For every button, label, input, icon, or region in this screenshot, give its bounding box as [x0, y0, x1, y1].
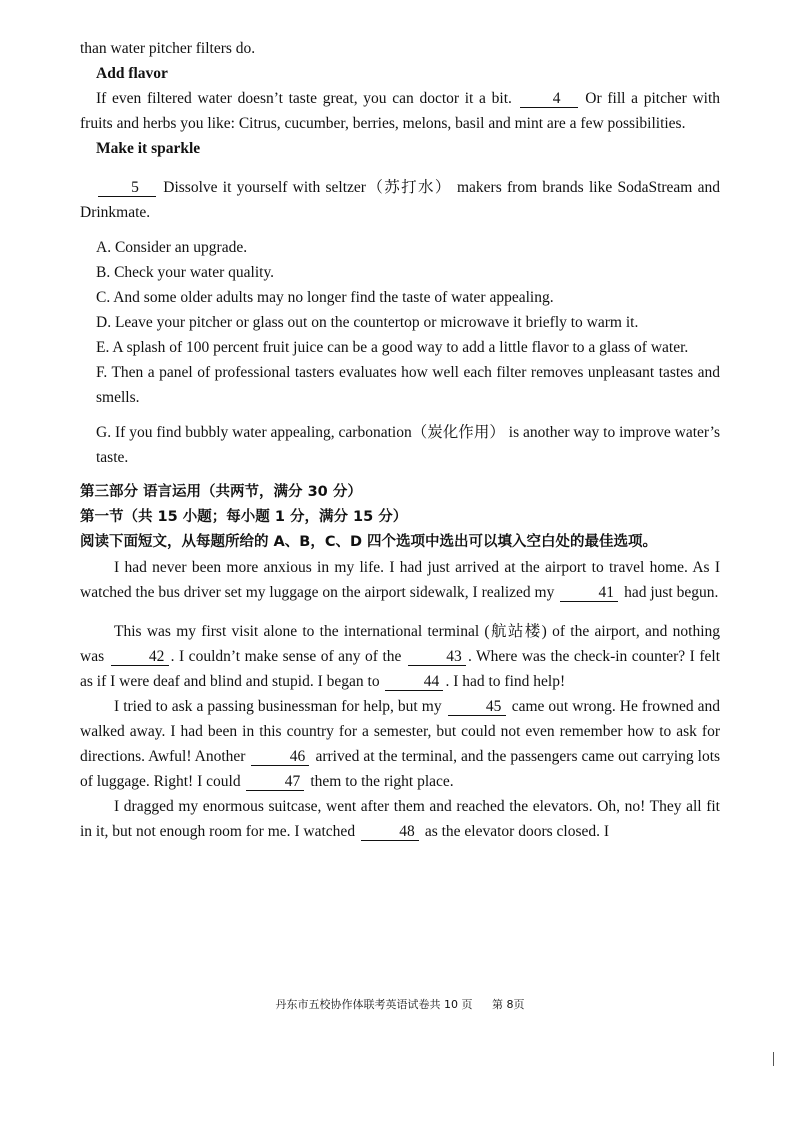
- passage-text: . I had to find help!: [445, 673, 566, 690]
- lead-line: than water pitcher filters do.: [80, 40, 256, 57]
- passage-text: . I couldn’t make sense of any of the: [170, 648, 402, 665]
- passage-paragraph-1: [80, 555, 720, 605]
- passage-text: . Where was the check-in counter? I felt as if I were deaf and blind and stupid. I began to: [80, 648, 720, 690]
- passage-paragraph-2: [80, 619, 720, 694]
- section-one-title: 第一节（共 15 小题；每小题 1 分，满分 15 分）: [80, 509, 408, 525]
- passage-text: I tried to ask a passing businessman for help, but my: [114, 698, 442, 715]
- flavor-text-2: Or fill a pitcher with fruits and herbs you like: Citrus, cucumber, berries, melons, basil and mint are a few possibilities.: [80, 90, 721, 132]
- page-footer: [0, 992, 800, 1017]
- heading-make-it-sparkle: Make it sparkle: [96, 140, 201, 157]
- passage-text: came out wrong. He frowned and walked away. I had been in this country for a semester, but could not even remember how to ask for directions. Awful! Another: [80, 698, 720, 765]
- passage-text: them to the right place.: [310, 773, 454, 790]
- passage-text: as the elevator doors closed. I: [424, 823, 610, 840]
- page-number: 第 8页: [492, 998, 525, 1011]
- section-instruction: 阅读下面短文，从每题所给的 A、B，C、D 四个选项中选出可以填入空白处的最佳选项。: [80, 534, 658, 550]
- page-content: [80, 36, 720, 844]
- blank-41: 41: [560, 584, 618, 602]
- passage-text: I dragged my enormous suitcase, went after them and reached the elevators. Oh, no! They all fit in it, but not enough room for me. I watched: [80, 798, 720, 840]
- blank-46: 46: [251, 748, 309, 766]
- exam-label: 丹东市五校协作体联考英语试卷共 10 页: [275, 998, 473, 1011]
- blank-43: 43: [408, 648, 466, 666]
- option-a: A. Consider an upgrade.: [96, 239, 248, 256]
- passage-paragraph-3: [80, 694, 720, 794]
- passage-text: This was my first visit alone to the international terminal (航站楼) of the airport, and nothing was: [80, 623, 720, 665]
- flavor-text-1: If even filtered water doesn’t taste great, you can doctor it a bit.: [96, 90, 512, 107]
- blank-47: 47: [246, 773, 304, 791]
- passage-text: arrived at the terminal, and the passengers came out carrying lots of luggage. Right! I could: [80, 748, 721, 790]
- heading-add-flavor: Add flavor: [96, 65, 168, 82]
- passage-paragraph-4: [80, 794, 720, 844]
- blank-44: 44: [385, 673, 443, 691]
- blank-45: 45: [448, 698, 506, 716]
- option-f: F. Then a panel of professional tasters evaluates how well each filter removes unpleasant tastes and smells.: [96, 364, 720, 406]
- scan-mark: [773, 1052, 774, 1066]
- passage-text: had just begun.: [624, 584, 719, 601]
- sparkle-paragraph: [80, 175, 720, 225]
- option-c: C. And some older adults may no longer find the taste of water appealing.: [96, 289, 554, 306]
- blank-5: 5: [98, 179, 156, 197]
- option-d: D. Leave your pitcher or glass out on the countertop or microwave it briefly to warm it.: [96, 314, 639, 331]
- option-e: E. A splash of 100 percent fruit juice can be a good way to add a little flavor to a glass of water.: [96, 339, 689, 356]
- blank-48: 48: [361, 823, 419, 841]
- option-b: B. Check your water quality.: [96, 264, 275, 281]
- blank-42: 42: [111, 648, 169, 666]
- flavor-paragraph: [80, 86, 720, 136]
- passage-text: I had never been more anxious in my life. I had just arrived at the airport to travel home. As I watched the bus driver set my luggage on the airport sidewalk, I realized my: [80, 559, 720, 601]
- sparkle-text: Dissolve it yourself with seltzer（苏打水） makers from brands like SodaStream and Drinkmate.: [80, 179, 720, 221]
- blank-4: 4: [520, 90, 578, 108]
- part-three-title: 第三部分 语言运用（共两节，满分 30 分）: [80, 484, 362, 500]
- option-list: [80, 235, 720, 470]
- option-g: G. If you find bubbly water appealing, carbonation（炭化作用） is another way to improve water’s taste.: [96, 424, 720, 466]
